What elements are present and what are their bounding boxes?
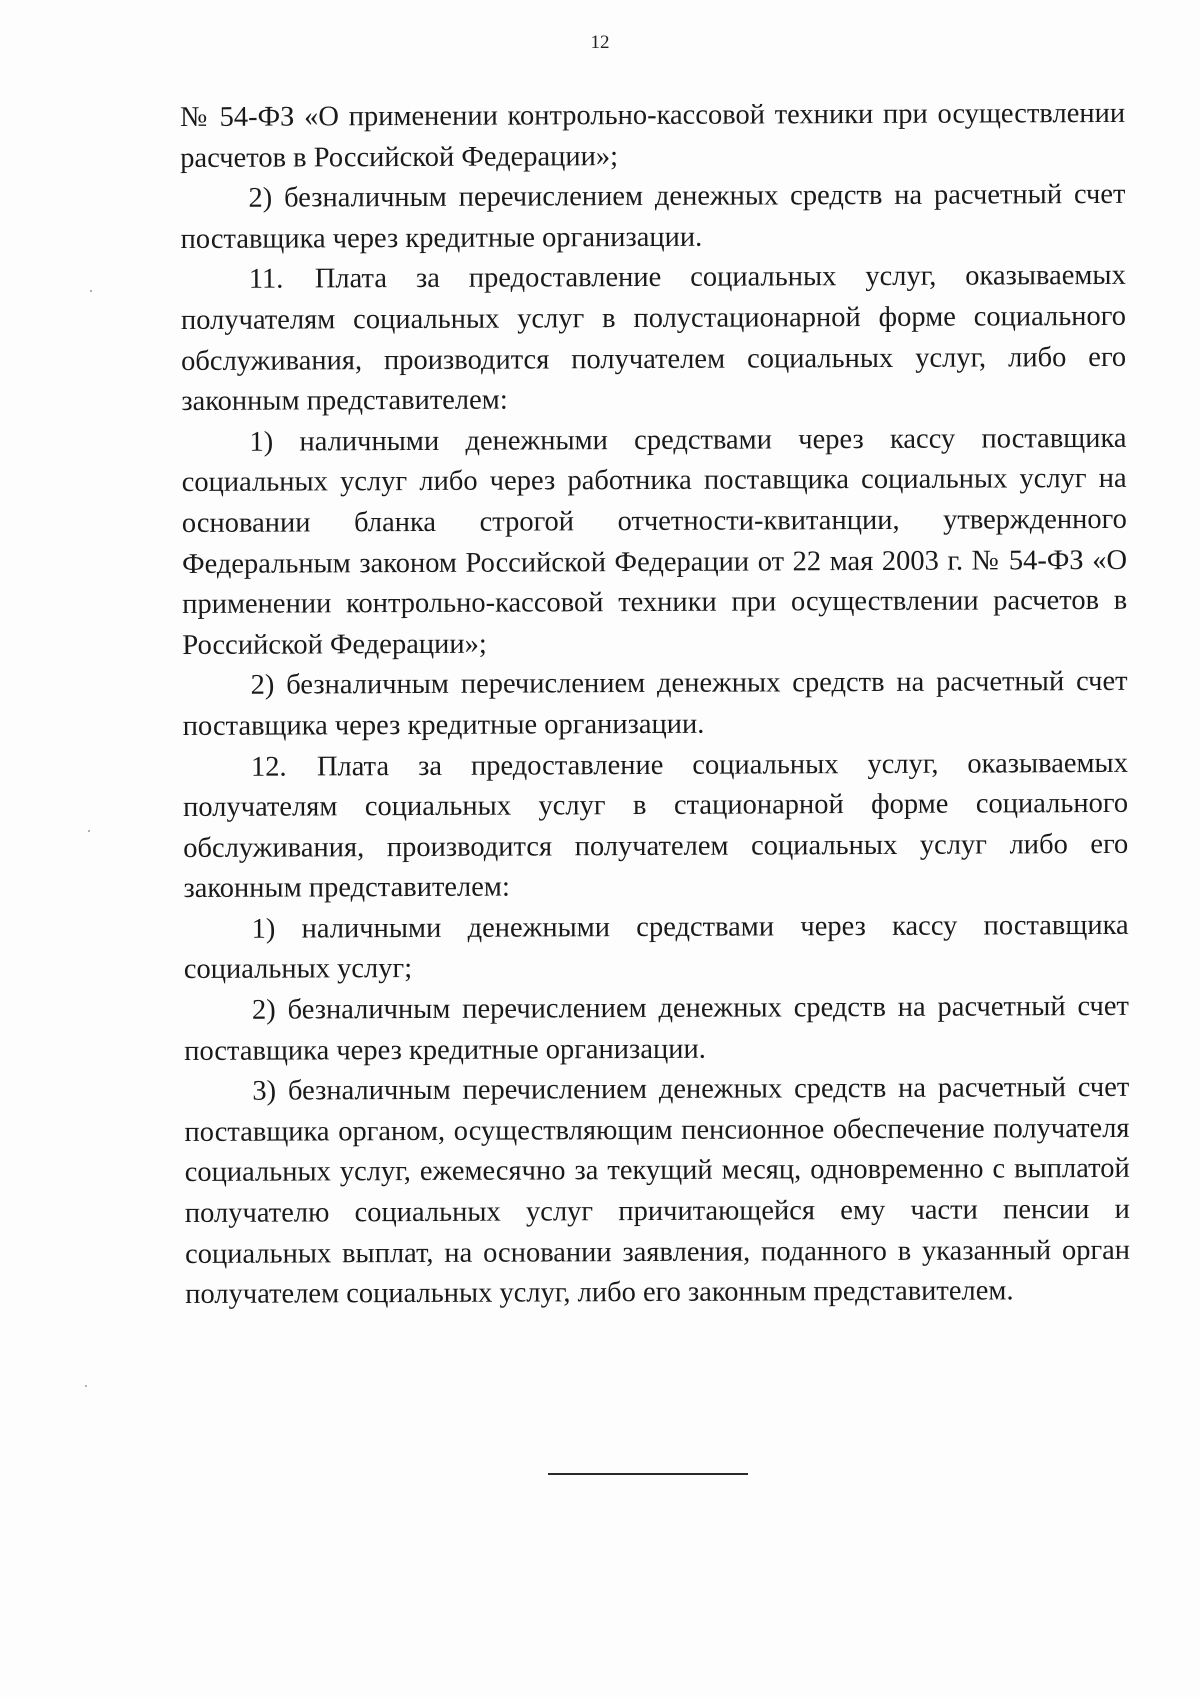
paragraph-item-1-cash: 1) наличными денежными средствами через кассу поставщика социальных услуг; [183, 909, 1129, 986]
document-body [180, 94, 1130, 1316]
paragraph-item-2-noncash: 2) безналичным перечислением денежных средств на расчетный счет поставщика через кредитные организации. [184, 990, 1130, 1067]
paragraph-continuation: № 54-ФЗ «О применении контрольно-кассовой техники при осуществлении расчетов в Российской Федерации»; [180, 97, 1126, 174]
scan-speck [90, 290, 92, 292]
paragraph-item-2-noncash: 2) безналичным перечислением денежных средств на расчетный счет поставщика через кредитные организации. [182, 666, 1128, 742]
end-of-document-rule [548, 1473, 748, 1475]
section-number: 11. [248, 263, 284, 296]
scan-speck [88, 830, 90, 832]
scan-speck [85, 1385, 87, 1387]
section-text: Плата за предоставление социальных услуг, оказываемых получателям социальных услуг в стационарной форме социального обслуживания, производится получателем социальных услуг либо его законным представителем: [183, 747, 1129, 905]
section-number: 12. [250, 751, 287, 783]
page-number: 12 [590, 32, 610, 53]
section-text: Плата за предоставление социальных услуг, оказываемых получателям социальных услуг в полустационарной форме социального обслуживания, производится получателем социальных услуг, либо его законным представителем: [180, 260, 1127, 418]
paragraph-section-11 [181, 256, 1127, 422]
paragraph-item-3-pension-body: 3) безналичным перечислением денежных средств на расчетный счет поставщика органом, осуществляющим пенсионное обеспечение получателя социальных услуг, ежемесячно за текущий месяц, одновременно с выплатой получателю социальных услуг причитающейся ему части пенсии и социальных выплат, на основании заявления, поданного в указанный орган получателем социальных услуг, либо его законным представителем. [184, 1072, 1131, 1311]
paragraph-item-2-noncash: 2) безналичным перечислением денежных средств на расчетный счет поставщика через кредитные организации. [180, 179, 1126, 255]
paragraph-item-1-cash: 1) наличными денежными средствами через кассу поставщика социальных услуг либо через работника поставщика социальных услуг на основании бланка строгой отчетности-квитанции, утвержденного Федеральным законом Российской Федерации от 22 мая 2003 г. № 54-ФЗ «О применении контрольно-кассовой техники при осуществлении расчетов в Российской Федерации»; [181, 422, 1128, 661]
paragraph-section-12 [183, 743, 1129, 909]
